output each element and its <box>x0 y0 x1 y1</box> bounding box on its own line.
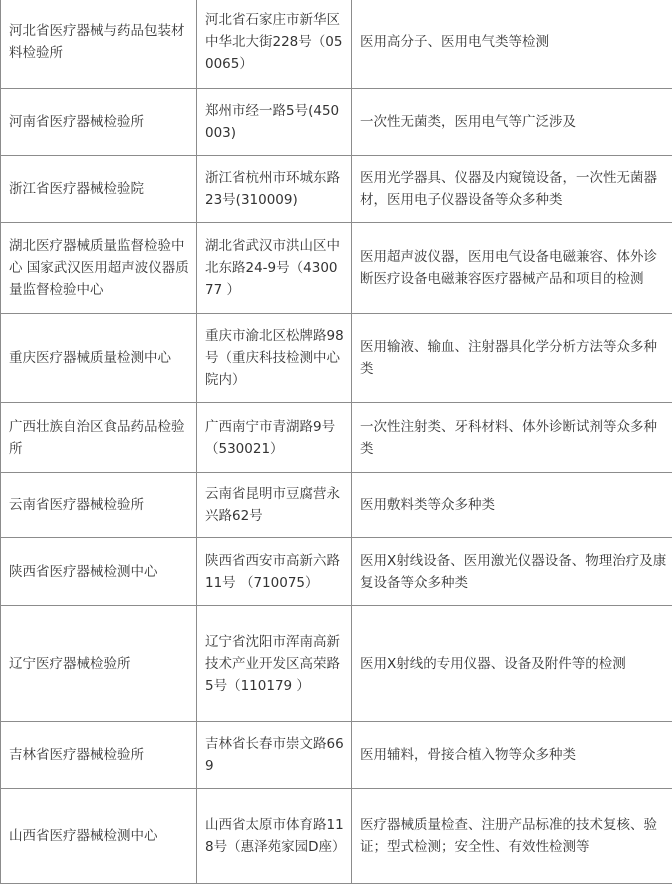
table-row <box>1 722 672 789</box>
institution-name-cell: 重庆医疗器械质量检测中心 <box>1 314 197 403</box>
testing-scope-cell: 医用输液、输血、注射器具化学分析方法等众多种类 <box>352 314 672 403</box>
table-row <box>1 314 672 403</box>
institution-address-cell: 陕西省西安市高新六路11号 （710075） <box>197 538 352 606</box>
table-row <box>1 403 672 473</box>
table-row <box>1 789 672 884</box>
table-row <box>1 538 672 606</box>
institution-name-cell: 广西壮族自治区食品药品检验所 <box>1 403 197 473</box>
institution-name-cell: 吉林省医疗器械检验所 <box>1 722 197 789</box>
table-row <box>1 223 672 314</box>
institution-name-cell: 云南省医疗器械检验所 <box>1 473 197 538</box>
testing-scope-cell: 医用X射线设备、医用激光仪器设备、物理治疗及康复设备等众多种类 <box>352 538 672 606</box>
institution-address-cell: 广西南宁市青湖路9号（530021） <box>197 403 352 473</box>
institution-address-cell: 辽宁省沈阳市浑南高新技术产业开发区高荣路5号（110179 ） <box>197 606 352 722</box>
institution-name-cell: 湖北医疗器械质量监督检验中心 国家武汉医用超声波仪器质量监督检验中心 <box>1 223 197 314</box>
testing-scope-cell: 医用光学器具、仪器及内窥镜设备，一次性无菌器材，医用电子仪器设备等众多种类 <box>352 156 672 223</box>
institution-address-cell: 山西省太原市体育路118号（惠泽苑家园D座） <box>197 789 352 884</box>
institution-name-cell: 山西省医疗器械检测中心 <box>1 789 197 884</box>
testing-scope-cell: 医疗器械质量检查、注册产品标准的技术复核、验证；型式检测；安全性、有效性检测等 <box>352 789 672 884</box>
table-row <box>1 0 672 89</box>
testing-scope-cell: 医用超声波仪器，医用电气设备电磁兼容、体外诊断医疗设备电磁兼容医疗器械产品和项目的检测 <box>352 223 672 314</box>
testing-scope-cell: 医用X射线的专用仪器、设备及附件等的检测 <box>352 606 672 722</box>
institution-address-cell: 吉林省长春市崇文路669 <box>197 722 352 789</box>
testing-scope-cell: 医用敷料类等众多种类 <box>352 473 672 538</box>
institution-address-cell: 浙江省杭州市环城东路23号(310009) <box>197 156 352 223</box>
table-row <box>1 473 672 538</box>
institution-address-cell: 湖北省武汉市洪山区中北东路24-9号（430077 ） <box>197 223 352 314</box>
institution-name-cell: 河南省医疗器械检验所 <box>1 89 197 156</box>
table-row <box>1 156 672 223</box>
table-row <box>1 89 672 156</box>
institution-address-cell: 河北省石家庄市新华区中华北大街228号（050065） <box>197 0 352 89</box>
institution-address-cell: 郑州市经一路5号(450003) <box>197 89 352 156</box>
institution-name-cell: 陕西省医疗器械检测中心 <box>1 538 197 606</box>
institution-address-cell: 重庆市渝北区松牌路98号（重庆科技检测中心院内） <box>197 314 352 403</box>
testing-scope-cell: 医用辅料，骨接合植入物等众多种类 <box>352 722 672 789</box>
table-row <box>1 606 672 722</box>
institution-address-cell: 云南省昆明市豆腐营永兴路62号 <box>197 473 352 538</box>
institution-name-cell: 浙江省医疗器械检验院 <box>1 156 197 223</box>
testing-scope-cell: 一次性无菌类，医用电气等广泛涉及 <box>352 89 672 156</box>
institution-name-cell: 辽宁医疗器械检验所 <box>1 606 197 722</box>
testing-scope-cell: 医用高分子、医用电气类等检测 <box>352 0 672 89</box>
institution-name-cell: 河北省医疗器械与药品包装材料检验所 <box>1 0 197 89</box>
testing-scope-cell: 一次性注射类、牙科材料、体外诊断试剂等众多种类 <box>352 403 672 473</box>
